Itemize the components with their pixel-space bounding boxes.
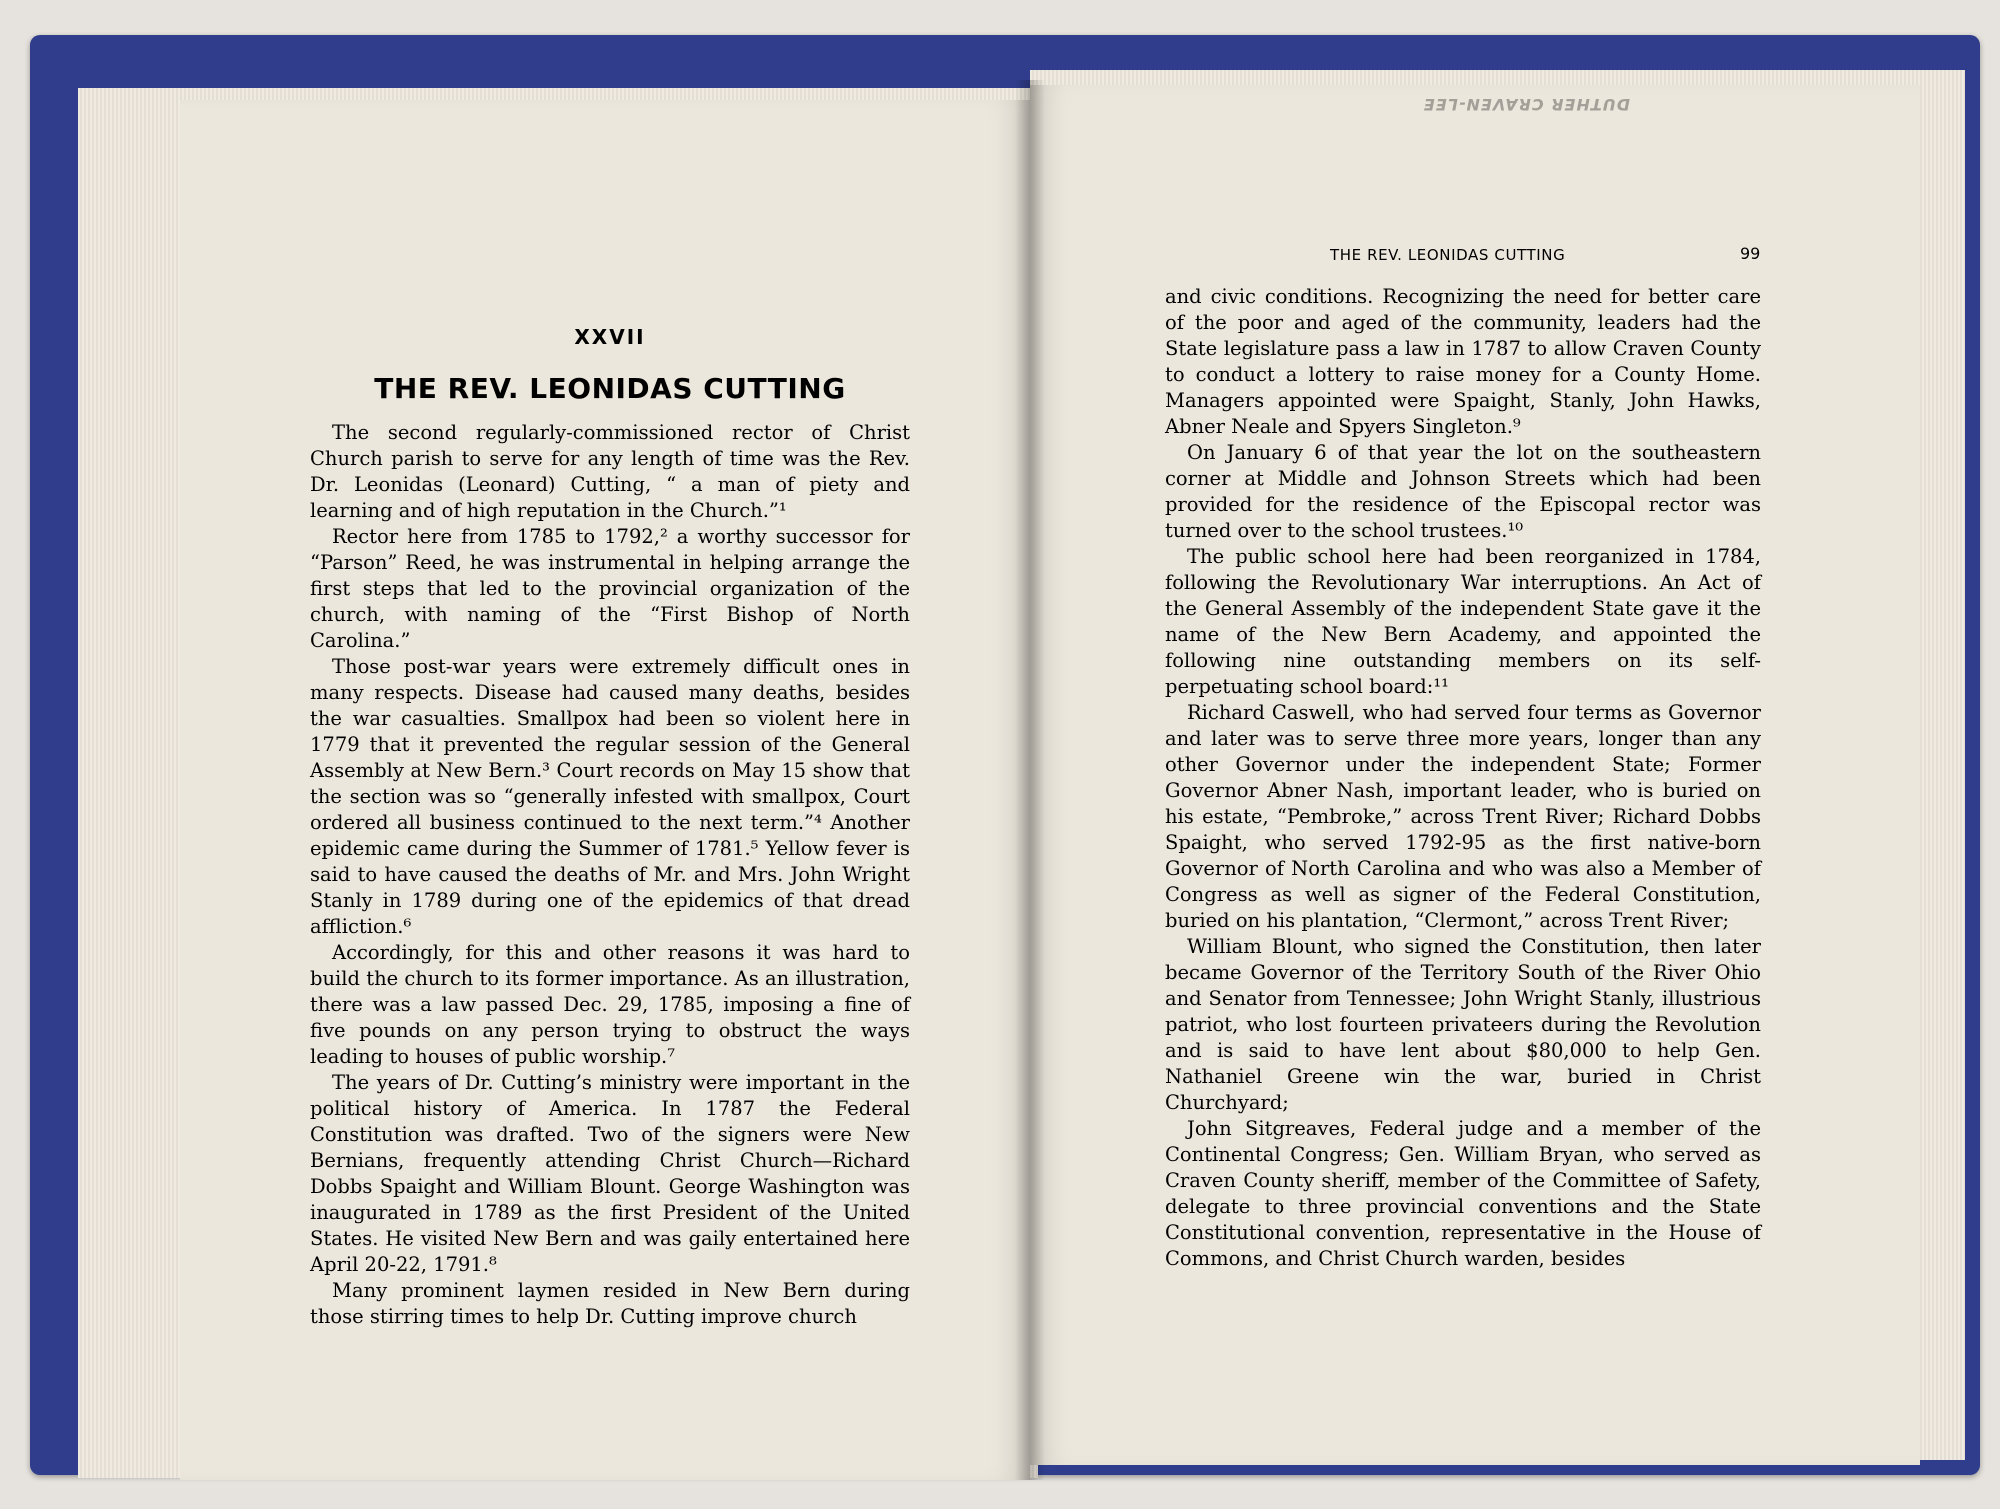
running-head: THE REV. LEONIDAS CUTTING [1330, 246, 1566, 264]
chapter-number: XXVII [574, 325, 646, 349]
paragraph: William Blount, who signed the Constitution, then later became Governor of the Territory South of the River Ohio and Senator from Tennessee; John Wright Stanly, illustrious patriot, who lost fourteen privateers during the Revolution and is said to have lent about $80,000 to help Gen. Nathaniel Greene win the war, buried in Christ Churchyard; [1165, 935, 1761, 1114]
paragraph: John Sitgreaves, Federal judge and a member of the Continental Congress; Gen. William Bryan, who served as Craven County sheriff, member of the Committee of Safety, delegate to three provincial conventions and the State Constitutional convention, representative in the House of Commons, and Christ Church warden, besides [1165, 1117, 1761, 1270]
left-page-body [310, 420, 910, 1330]
page-number: 99 [1740, 244, 1761, 263]
paragraph: and civic conditions. Recognizing the need for better care of the poor and aged of the community, leaders had the State legislature pass a law in 1787 to allow Craven County to conduct a lottery to raise money for a County Home. Managers appointed were Spaight, Stanly, John Hawks, Abner Neale and Spyers Singleton.⁹ [1165, 285, 1761, 438]
paragraph: The public school here had been reorganized in 1784, following the Revolutionary War interruptions. An Act of the General Assembly of the independent State gave it the name of the New Bern Academy, and appointed the following nine outstanding members on its self-perpetuating school board:¹¹ [1165, 545, 1761, 698]
bleed-through-text: DUTHER CRAVEN-LEE [1422, 95, 1630, 114]
paragraph: Many prominent laymen resided in New Bern during those stirring times to help Dr. Cutting improve church [310, 1279, 910, 1328]
book-gutter [1015, 80, 1045, 1480]
paragraph: Rector here from 1785 to 1792,² a worthy successor for “Parson” Reed, he was instrumental in helping arrange the first steps that led to the provincial organization of the church, with naming of the “First Bishop of North Carolina.” [310, 525, 910, 652]
paragraph: The years of Dr. Cutting’s ministry were important in the political history of America. In 1787 the Federal Constitution was drafted. Two of the signers were New Bernians, frequently attending Christ Church—Richard Dobbs Spaight and William Blount. George Washington was inaugurated in 1789 as the first President of the United States. He visited New Bern and was gaily entertained here April 20-22, 1791.⁸ [310, 1071, 910, 1276]
paragraph: Accordingly, for this and other reasons it was hard to build the church to its former importance. As an illustration, there was a law passed Dec. 29, 1785, imposing a fine of five pounds on any person trying to obstruct the ways leading to houses of public worship.⁷ [310, 941, 910, 1068]
right-page-body [1165, 284, 1761, 1272]
chapter-title: THE REV. LEONIDAS CUTTING [374, 372, 846, 405]
paragraph: Those post-war years were extremely difficult ones in many respects. Disease had caused many deaths, besides the war casualties. Smallpox had been so violent here in 1779 that it prevented the regular session of the General Assembly at New Bern.³ Court records on May 15 show that the section was so “generally infested with smallpox, Court ordered all business continued to the next term.”⁴ Another epidemic came during the Summer of 1781.⁵ Yellow fever is said to have caused the deaths of Mr. and Mrs. John Wright Stanly in 1789 during one of the epidemics of that dread affliction.⁶ [310, 655, 910, 938]
paragraph: The second regularly-commissioned rector of Christ Church parish to serve for any length of time was the Rev. Dr. Leonidas (Leonard) Cutting, “ a man of piety and learning and of high reputation in the Church.”¹ [310, 421, 910, 522]
paragraph: On January 6 of that year the lot on the southeastern corner at Middle and Johnson Streets which had been provided for the residence of the Episcopal rector was turned over to the school trustees.¹⁰ [1165, 441, 1761, 542]
paragraph: Richard Caswell, who had served four terms as Governor and later was to serve three more years, longer than any other Governor under the independent State; Former Governor Abner Nash, important leader, who is buried on his estate, “Pembroke,” across Trent River; Richard Dobbs Spaight, who served 1792-95 as the first native-born Governor of North Carolina and who was also a Member of Congress as well as signer of the Federal Constitution, buried on his plantation, “Clermont,” across Trent River; [1165, 701, 1761, 932]
